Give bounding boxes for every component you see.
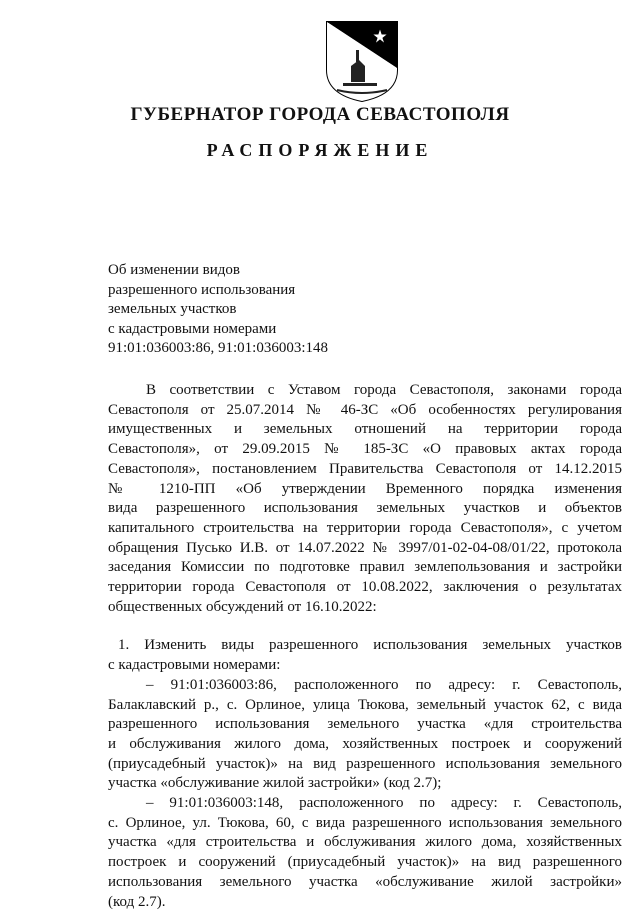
subject-line: с кадастровыми номерами — [108, 320, 277, 337]
text-line: – 91:01:036003:148, расположенного по адресу: г. Севастополь, — [146, 795, 622, 812]
text-line: № 1210-ПП «Об утверждении Временного порядка изменения — [108, 480, 622, 497]
text-line: Севастополя», постановлением Правительства Севастополя от 14.12.2015 — [108, 460, 622, 477]
document-type: РАСПОРЯЖЕНИЕ — [206, 140, 434, 160]
preamble-paragraph — [108, 381, 622, 617]
text-line: с. Орлиное, ул. Тюкова, 60, с вида разрешенного использования земельного — [108, 814, 622, 831]
document-subject — [108, 261, 328, 359]
text-line: построек и сооружений (приусадебный участок)» на вид разрешенного — [108, 854, 622, 871]
text-line: вида разрешенного использования земельных участков и объектов — [108, 500, 622, 517]
subject-line: земельных участков — [108, 301, 237, 317]
text-line: разрешенного использования земельного участка «для строительства — [108, 716, 622, 733]
text-line: капитального строительства на территории города Севастополя», с учетом — [108, 519, 622, 536]
text-line: Балаклавский р., с. Орлиное, улица Тюкова, земельный участок 62, с вида — [108, 696, 622, 713]
text-line: и обслуживания жилого дома, хозяйственных построек и сооружений — [108, 735, 622, 752]
text-line: Севастополя», от 29.09.2015 № 185-ЗС «О правовых актах города — [108, 441, 622, 458]
document-body — [108, 381, 622, 912]
text-line: В соответствии с Уставом города Севастополя, законами города — [146, 382, 622, 398]
text-line: (код 2.7). — [108, 893, 166, 910]
subject-line: разрешенного использования — [108, 281, 296, 298]
text-line: Севастополя от 25.07.2014 № 46-ЗС «Об особенностях регулирования — [108, 401, 622, 418]
text-line: обращения Пусько И.В. от 14.07.2022 № 3997/01-02-04-08/01/22, протокола — [108, 539, 622, 556]
coat-of-arms-icon — [325, 20, 399, 102]
subject-line: Об изменении видов — [108, 262, 240, 278]
text-line: использования земельного участка «обслуживание жилой застройки» — [108, 873, 622, 890]
text-line: – 91:01:036003:86, расположенного по адресу: г. Севастополь, — [146, 676, 622, 693]
text-line: территории города Севастополя от 10.08.2022, заключения о результатах — [108, 579, 622, 596]
text-line: имущественных и земельных отношений на территории города — [108, 421, 622, 438]
text-line: (приусадебный участок)» на вид разрешенного использования земельного — [108, 755, 622, 772]
text-line: общественных обсуждений от 16.10.2022: — [108, 598, 377, 615]
text-line: участка «обслуживание жилой застройки» (код 2.7); — [108, 775, 442, 792]
text-line: с кадастровыми номерами: — [108, 657, 281, 674]
item-1-paragraph — [108, 636, 622, 912]
text-line: 1. Изменить виды разрешенного использования земельных участков — [118, 637, 622, 654]
authority-title: ГУБЕРНАТОР ГОРОДА СЕВАСТОПОЛЯ — [130, 104, 510, 125]
subject-line: 91:01:036003:86, 91:01:036003:148 — [108, 340, 329, 356]
text-line: заседания Комиссии по подготовке правил землепользования и застройки — [108, 559, 622, 576]
text-line: участка «для строительства и обслуживания жилого дома, хозяйственных — [108, 834, 622, 851]
